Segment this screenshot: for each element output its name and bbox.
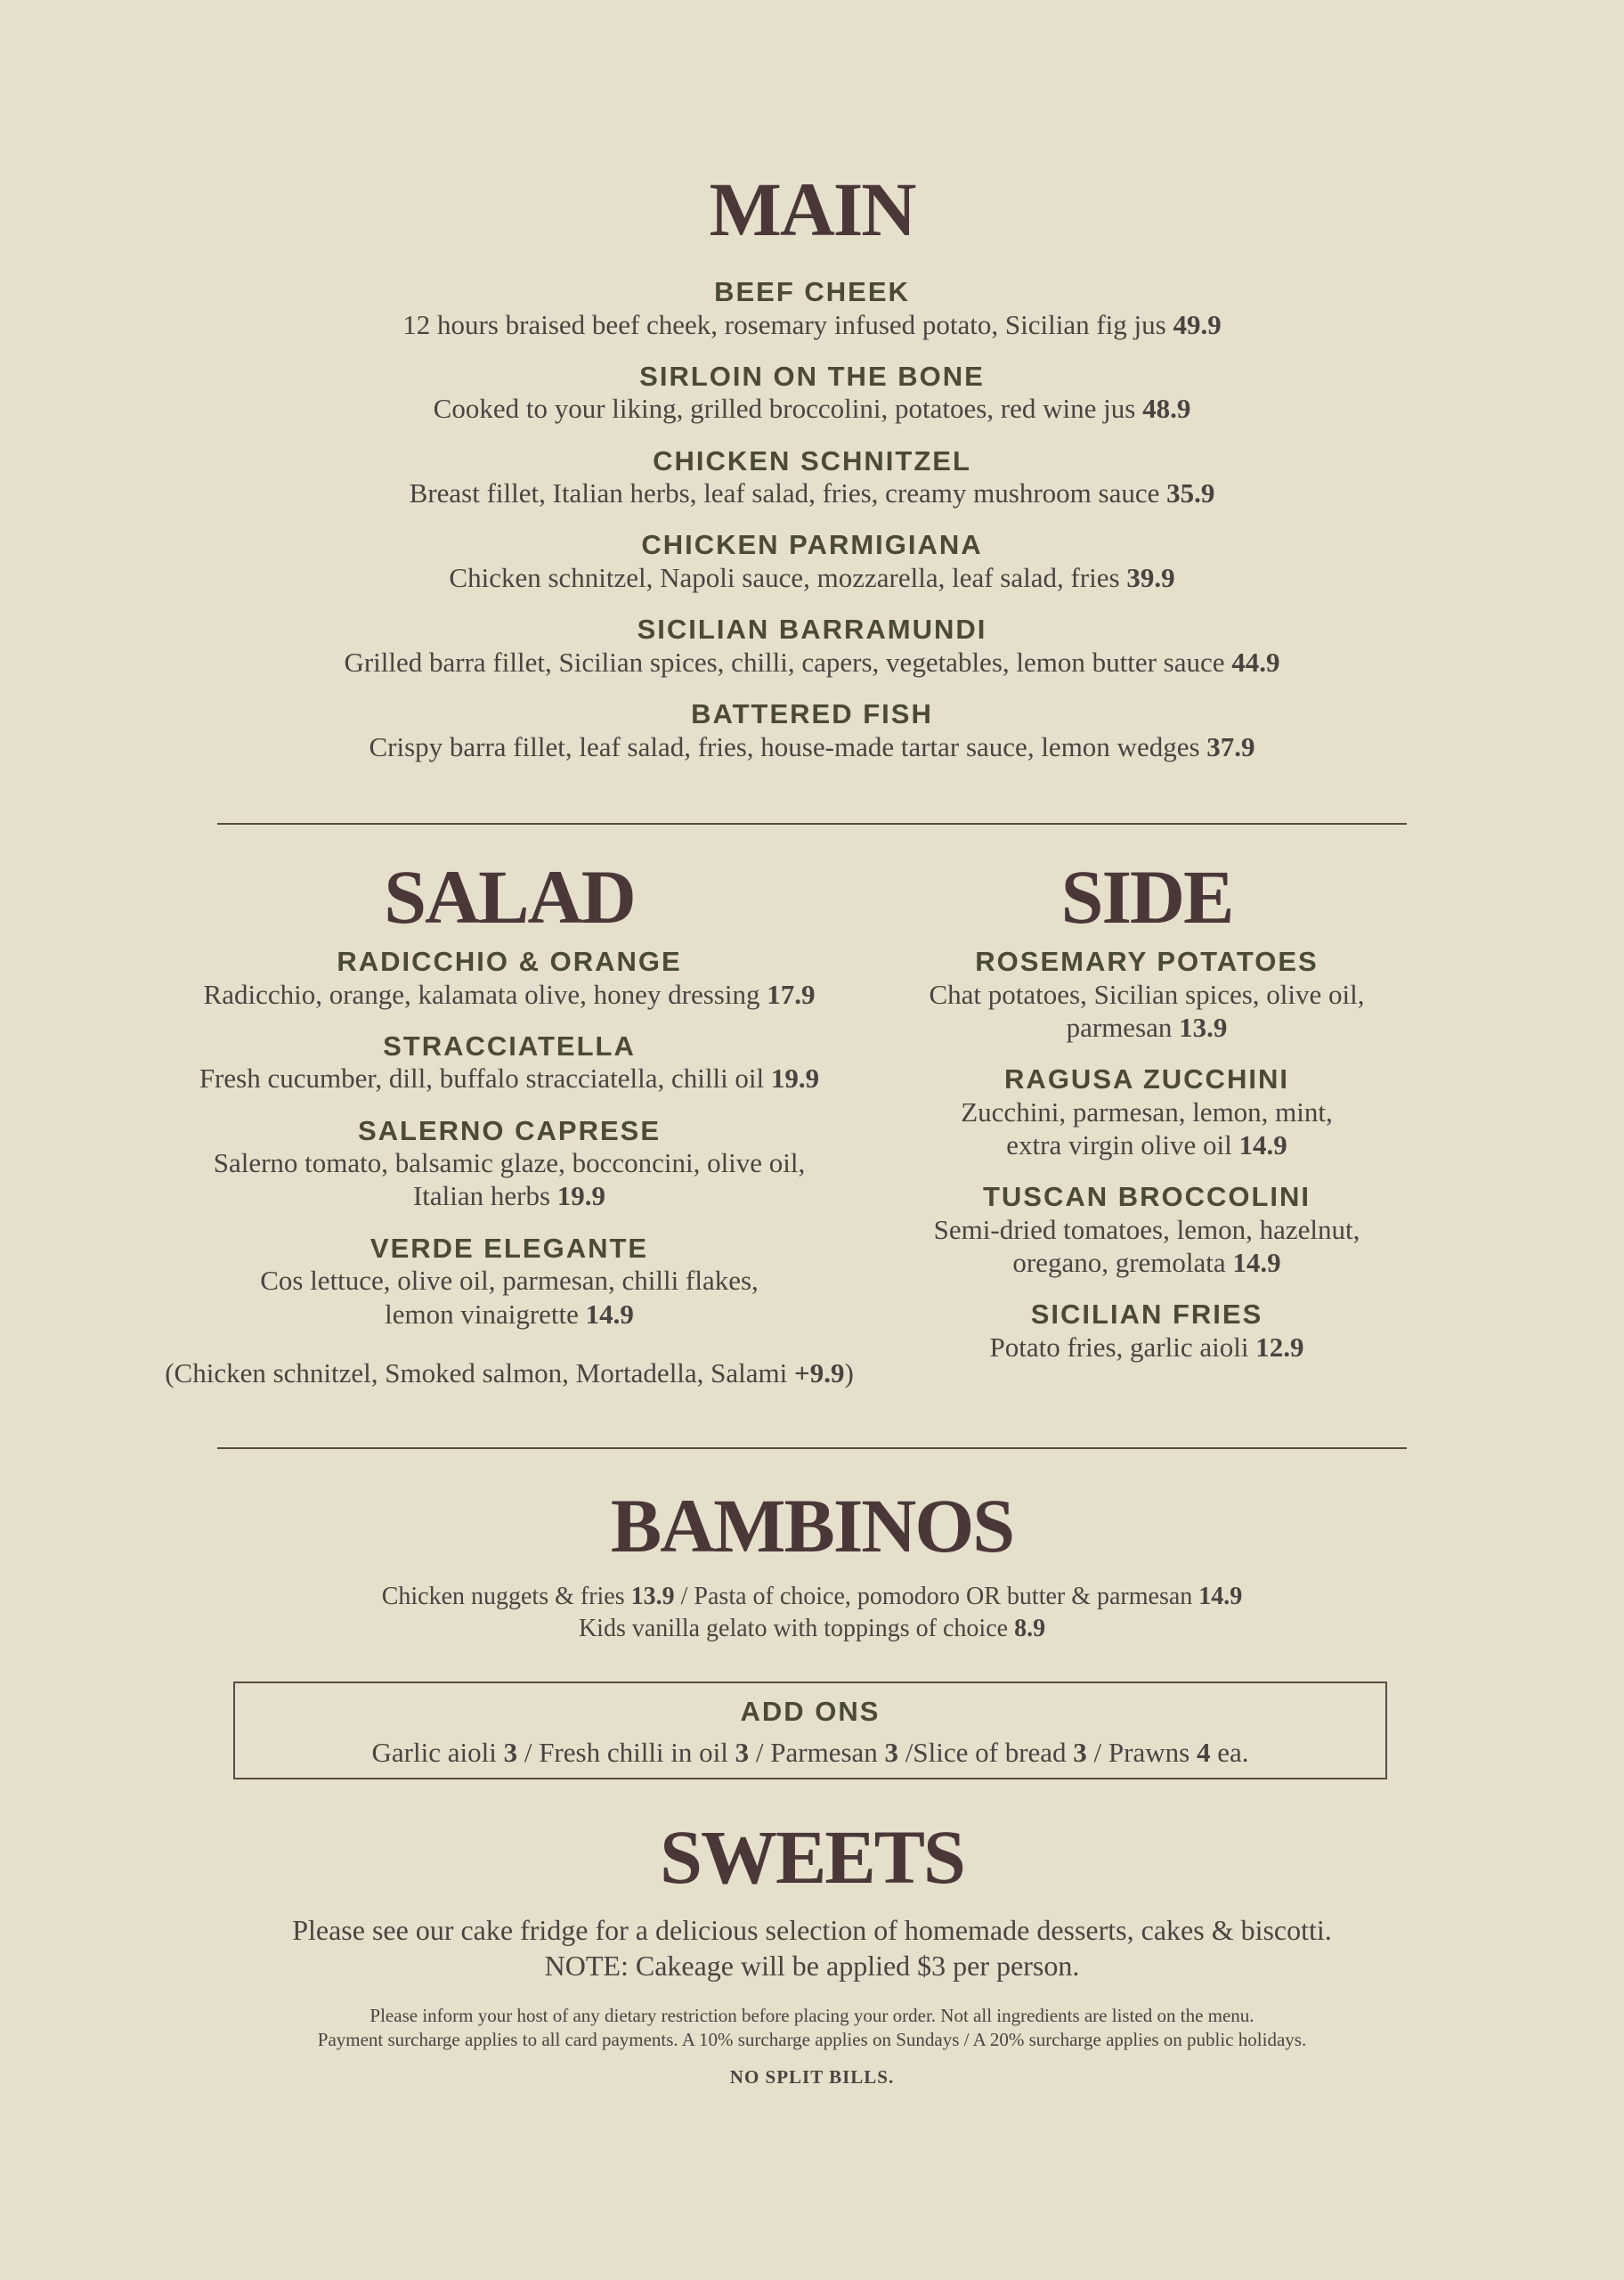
section-divider [217,1447,1407,1449]
item-price: 19.9 [770,1063,820,1095]
menu-item [109,946,910,1011]
item-name: BEEF CHEEK [714,276,910,307]
item-description: Zucchini, parmesan, lemon, mint, extra virgin olive oil 14.9 [961,1095,1333,1160]
menu-item [0,361,1624,426]
menu-item [880,1299,1414,1364]
menu-item [880,946,1414,1044]
item-description: Breast fillet, Italian herbs, leaf salad, fries, creamy mushroom sauce 35.9 [409,477,1215,509]
sweets-line-2: NOTE: Cakeage will be applied $3 per person. [544,1950,1080,1982]
item-price: 44.9 [1231,646,1280,678]
add-ons-list: Garlic aioli 3 / Fresh chilli in oil 3 / Parmesan 3 /Slice of bread 3 / Prawns 4 ea. [371,1736,1249,1768]
item-description: Fresh cucumber, dill, buffalo stracciatella, chilli oil 19.9 [199,1063,820,1095]
bambinos-section-title: BAMBINOS [610,1483,1014,1568]
bambinos-line-1: Chicken nuggets & fries 13.9 / Pasta of choice, pomodoro OR butter & parmesan 14.9 [381,1583,1243,1610]
item-price: 48.9 [1142,393,1191,425]
main-items-list [0,276,1624,783]
add-ons-box [233,1682,1387,1779]
sweets-line-1: Please see our cake fridge for a delicious selection of homemade desserts, cakes & biscotti. [292,1914,1332,1946]
menu-item [0,529,1624,594]
no-split-bills-note: NO SPLIT BILLS. [729,2066,895,2088]
menu-item [0,445,1624,510]
salad-column [109,854,910,1389]
item-description: Crispy barra fillet, leaf salad, fries, house-made tartar sauce, lemon wedges 37.9 [369,730,1255,762]
item-description: Chicken schnitzel, Napoli sauce, mozzarella, leaf salad, fries 39.9 [449,562,1175,594]
item-name: BATTERED FISH [691,698,933,730]
item-name: CHICKEN PARMIGIANA [641,529,983,561]
item-price: 19.9 [556,1180,606,1212]
item-name: STRACCIATELLA [383,1030,636,1062]
item-price: 12.9 [1255,1331,1304,1363]
item-name: SIRLOIN ON THE BONE [639,360,985,392]
salad-section-title: SALAD [384,854,635,940]
side-column [880,854,1414,1383]
item-price: 17.9 [767,978,816,1010]
bambinos-description [0,1581,1624,1646]
menu-item [109,1115,910,1213]
item-name: SALERNO CAPRESE [357,1114,662,1146]
item-price: 39.9 [1126,562,1175,594]
item-price: 14.9 [1232,1246,1281,1278]
item-name: ROSEMARY POTATOES [975,946,1319,977]
item-name: SICILIAN BARRAMUNDI [637,614,987,646]
main-section-title: MAIN [709,167,915,252]
item-name: TUSCAN BROCCOLINI [982,1181,1311,1213]
dietary-and-surcharge-notes [0,2004,1624,2053]
add-ons-title: ADD ONS [740,1696,881,1727]
bambinos-line-2: Kids vanilla gelato with toppings of choice 8.9 [578,1615,1046,1643]
item-price: 37.9 [1206,730,1255,762]
item-description: Semi-dried tomatoes, lemon, hazelnut, oregano, gremolata 14.9 [933,1213,1360,1278]
menu-item [880,1181,1414,1279]
menu-item [0,614,1624,679]
side-section-title: SIDE [1060,854,1233,940]
item-name: SICILIAN FRIES [1030,1299,1263,1331]
item-description: Chat potatoes, Sicilian spices, olive oil, parmesan 13.9 [929,978,1365,1043]
item-name: RADICCHIO & ORANGE [337,946,682,977]
item-description: Salerno tomato, balsamic glaze, bocconcini, olive oil, Italian herbs 19.9 [213,1147,806,1212]
item-description: Cos lettuce, olive oil, parmesan, chilli flakes, lemon vinaigrette 14.9 [260,1265,759,1330]
item-name: RAGUSA ZUCCHINI [1004,1063,1289,1095]
item-price: 14.9 [585,1298,634,1330]
section-divider [217,823,1407,825]
item-description: Potato fries, garlic aioli 12.9 [989,1331,1304,1363]
sweets-description [0,1912,1624,1983]
menu-item [880,1063,1414,1161]
item-description: Grilled barra fillet, Sicilian spices, chilli, capers, vegetables, lemon butter sauce 44.9 [344,646,1280,678]
item-description: Radicchio, orange, kalamata olive, honey dressing 17.9 [203,978,816,1010]
dietary-note: Please inform your host of any dietary restriction before placing your order. Not all ingredients are listed on the menu. [369,2005,1255,2026]
item-price: 13.9 [1179,1011,1228,1043]
item-name: VERDE ELEGANTE [369,1232,649,1264]
menu-item [109,1030,910,1095]
item-price: 35.9 [1166,477,1215,509]
sweets-section-title: SWEETS [660,1814,964,1900]
surcharge-note: Payment surcharge applies to all card payments. A 10% surcharge applies on Sundays / A 20% surcharge applies on public holidays. [317,2029,1307,2051]
item-price: 14.9 [1238,1128,1287,1160]
menu-item [0,276,1624,341]
salad-extras: (Chicken schnitzel, Smoked salmon, Mortadella, Salami +9.9) [165,1356,854,1388]
item-name: CHICKEN SCHNITZEL [653,444,971,476]
menu-item [109,1233,910,1331]
item-description: 12 hours braised beef cheek, rosemary infused potato, Sicilian fig jus 49.9 [402,308,1222,340]
menu-item [0,698,1624,763]
item-description: Cooked to your liking, grilled broccolini, potatoes, red wine jus 48.9 [433,393,1191,425]
item-price: 49.9 [1173,308,1222,340]
